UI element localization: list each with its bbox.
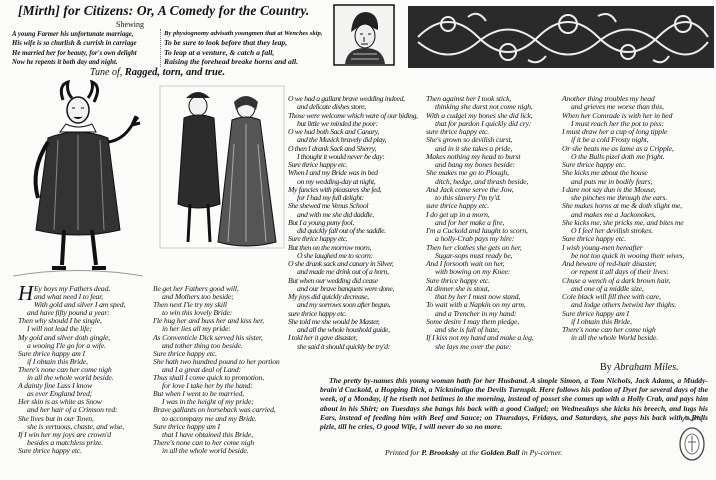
verse-line: and all the whole houshold guide, [297, 325, 390, 334]
verse-line: that by her I must now stand, [435, 292, 521, 301]
verse-line: Sure thrice happy am I [562, 308, 629, 318]
verse-line: I do get up in a morn, [426, 209, 490, 219]
tune-name: Ragged, torn, and true. [124, 67, 226, 78]
verse-line: As Conventicle Dick served his sister, [153, 332, 263, 342]
verse-line: There's none can her come nigh [18, 364, 112, 374]
ballad-column-5 [562, 95, 684, 343]
verse-line: Some desire I may them pledge, [426, 316, 519, 326]
tune-prefix: Tune of, [90, 67, 123, 78]
verse-line: and made me drink out of a horn, [297, 267, 389, 277]
verse-line: Cole black will fill thee with care, [562, 292, 661, 301]
verse-line: She's grown so devilish curst, [426, 135, 513, 145]
verse-line: Brave gallants on horseback was carried, [153, 405, 276, 415]
verse-line: Sure thrice happy am I [18, 348, 85, 358]
verse-line: that for pardon I quickly did cry: [435, 118, 532, 128]
verse-line: But I a young puny fool, [288, 217, 354, 227]
verse-line: in all the whole world beside. [162, 445, 249, 455]
verse-line: But when I went to be married, [153, 389, 244, 399]
woodcut-couple [158, 84, 286, 250]
refrain-line: sure thrice happy etc. [426, 201, 490, 211]
verse-line: thinking she durst not come nigh, [435, 102, 533, 112]
verse-line: My joys did quickly decrease, [288, 292, 369, 301]
verse-line: and tother thing too beside. [162, 340, 243, 350]
verse-line: if I obtain this Bride, [27, 356, 88, 366]
verse-line: She makes me go to Plough, [426, 168, 509, 178]
verse-line: My gold and silver doth gingle, [18, 332, 110, 342]
verse-line: With a cudgel my bones she did lick, [426, 110, 533, 120]
woodcut-portrait [333, 4, 395, 66]
verse-line: in all the whole World beside. [571, 333, 659, 343]
verse-line: and Mothers too beside; [162, 292, 234, 302]
imprint-printer: P. Brooksby [421, 448, 460, 457]
verse-line: She kicks me about the house [562, 168, 648, 178]
verse-line: if it be a cold Frosty night, [571, 135, 649, 145]
verse-line: and delicate dishes store, [297, 102, 366, 112]
verse-line: and I a great deal of Land: [162, 364, 241, 374]
verse-line: and lodge others betwixt her thighs. [571, 300, 677, 310]
verse-line: Then against her I took stick, [426, 94, 512, 103]
argument-line: Now he repents it both day and night. [12, 57, 118, 67]
imprint [385, 448, 562, 457]
refrain-line: Sure thrice happy etc. [288, 234, 348, 244]
author-prefix: By [600, 362, 612, 373]
verse-line: If I win her my joys are crown'd [18, 429, 111, 439]
verse-line: She lives but in our Town, [18, 413, 94, 423]
verse-line: Those were welcome which ware of our biding, [288, 110, 418, 120]
verse-line: And beware of red-hair disaster, [562, 259, 657, 268]
verse-line: to this slavery I'm ty'd. [435, 193, 501, 202]
verse-line: did quickly fall out of the saddle. [297, 226, 386, 235]
verse-line: O we had both Sack and Canary, [288, 127, 379, 136]
verse-line: and she is full of hate, [435, 325, 500, 334]
imprint-prefix: Printed for [385, 448, 420, 457]
verse-line: I must draw her a cup of long tipple [562, 127, 668, 136]
prose-paragraph: The pretty by-names this young woman hath for her Husband. A simple Simon, a Tom Nichols, Jack Adams, a Muddy-brain'd Cuckold, a Hopping Dick, a Nicknindigo the Devils Turnspit. Here follows his potion of Dyet for several days of the week, of a Monday, if he riseth not betimes in the morning, instead of posset she comes up with a Holly Crab, and pays him about in his Shirt; on Tuesdays she bangs his back with a good Cudgel; on Wednesdays she kicks his breech, and lugs his Ears, instead of feeding him with Beef and Sauce; on Thursdays, Fridays, and Saturdays, she pays his back with a Bulls pizle, till he cries, O good Wife, I will never do so no more. [320, 376, 708, 432]
verse-line: At dinner she is stout, [426, 283, 490, 293]
verse-line: O then I drank Sack and Sherry, [288, 143, 376, 153]
verse-line: for I had my full delight: [297, 193, 364, 202]
verse-line: and in it she takes a pride, [435, 143, 513, 153]
verse-line: Makes nothing my head to burst [426, 151, 521, 161]
argument-line: His wife is so churlish & currish in carriage [12, 38, 137, 48]
verse-line: and makes me a Jackonokes, [571, 209, 656, 219]
verse-line: Or she beats me as lame as a Cripple, [562, 143, 674, 153]
verse-line: to accompany me and my Bride. [162, 413, 257, 423]
verse-text: Ey boys my Fathers dead, [34, 284, 111, 293]
verse-line: if I obtain this Bride, [571, 316, 632, 326]
argument-line: By physiognomy advisath youngmen that at Wenches skip, [164, 30, 323, 37]
verse-line: that I have obtained this Bride, [162, 429, 253, 439]
verse-line: she pinches me through the ears. [571, 193, 668, 202]
drop-cap: H [18, 281, 34, 305]
verse-line: I must reach her the pot to piss: [571, 118, 664, 128]
argument-line: To be sure to look before that they leap, [164, 38, 288, 48]
ballad-column-2 [153, 285, 280, 455]
verse-line: she said it should quickly be try'd: [297, 341, 390, 351]
refrain-line: sure thrice happy etc. [288, 308, 347, 318]
verse-line: I'le hug her and buss her and kiss her, [153, 316, 264, 326]
verse-line: and grieves me worse than this, [571, 102, 664, 112]
verse-line: Another thing troubles my head [562, 94, 655, 103]
imprint-middle: at the [461, 448, 479, 457]
ballad-column-1 [18, 281, 126, 455]
verse-line: And Jack come serve the Jow, [426, 184, 514, 194]
verse-line: O we had a gallant brave wedding indeed, [288, 94, 405, 103]
verse-line: She told me she would be Master, [288, 316, 380, 326]
verse-line: and with me she did daddle, [297, 209, 374, 219]
verse-line: Then why should I be single, [18, 316, 102, 326]
imprint-suffix: in Py-corner. [521, 448, 563, 457]
ballad-column-3 [288, 95, 418, 351]
verse-line: and a Trencher in my hand: [435, 308, 517, 318]
verse-line: With gold and silver I am sped, [34, 300, 126, 310]
verse-line: When I and my Bride was in bed [288, 168, 378, 178]
verse-line: Then her clothes she gets on her, [426, 242, 522, 252]
refrain-line: Sure thrice happy etc. [153, 348, 217, 358]
author-line [600, 362, 679, 373]
imprint-sign: Golden Ball [480, 448, 520, 457]
argument-line: A young Farmer his unfortunate marriage, [12, 29, 134, 38]
verse-line: and bang my bones beside: [435, 160, 515, 169]
floral-ornament [408, 2, 714, 72]
verse-line: to win this lovely Bride: [162, 308, 233, 318]
verse-line: She hath two hundred pound to her portion [153, 356, 280, 366]
verse-line: in all the whole world beside. [27, 373, 114, 383]
verse-line: I will not lead the life; [27, 324, 92, 334]
verse-line: and puts me in bodily fears, [571, 176, 653, 186]
verse-line: Sure thrice happy am I [153, 421, 220, 431]
verse-line: and what need I to fear, [34, 292, 104, 302]
verse-line: But then on the morrow morn, [288, 242, 372, 252]
verse-line: I wish young-men hereafter [562, 242, 643, 252]
verse-line: and our brave banquets were done, [297, 283, 395, 293]
verse-line: There's none can her come nigh [562, 325, 656, 334]
verse-line: My fancies with pleasures she fed, [288, 184, 382, 194]
library-stamp [676, 412, 708, 464]
verse-line: and have fifty pound a year: [27, 308, 110, 318]
verse-line: She shewed me Venus School [288, 201, 369, 211]
verse-line: Then next I'le try my skill [153, 300, 227, 310]
ballad-title: [Mirth] for Citizens: Or, A Comedy for the Country. [18, 3, 310, 18]
argument-line: Raising the forehead breake horns and all. [164, 57, 298, 67]
verse-line: be not too quick in wooing their wives, [571, 250, 685, 260]
verse-line: besides a matchless prize. [27, 437, 103, 447]
refrain-line: Sure thrice happy etc. [18, 445, 82, 455]
woodcut-horned-man [8, 80, 148, 280]
verse-line: and the Musick bravely did play, [297, 135, 387, 145]
ballad-column-4 [426, 95, 534, 351]
argument-left [12, 29, 137, 67]
verse-line: A dainty fine Lass I know [18, 381, 93, 391]
verse-line: in her lies all my pride: [162, 324, 231, 334]
verse-line: but little we minded the poor: [297, 118, 378, 128]
verse-line: If I kiss not my hand and make a leg, [426, 333, 534, 343]
verse-line: She makes horns at me & doth slight me, [562, 201, 682, 211]
verse-line: and my sorrows soon after begun, [297, 300, 391, 310]
verse-line: O she drank sack and canary in Silver, [288, 259, 394, 268]
verse-line: and her hair of a Crimson red: [27, 405, 118, 415]
verse-line: I told her it gave disaster, [288, 333, 357, 343]
verse-line: Her skin is as white as Snow [18, 397, 102, 407]
verse-line: I'm a Cuckold and laught to scorn, [426, 226, 528, 235]
verse-line: she is vertuous, chaste, and wise, [27, 421, 124, 431]
refrain-line: Sure thrice happy etc. [562, 160, 626, 169]
verse-line: When her Comrade is with her in bed [562, 110, 673, 120]
verse-line: O she laughed me to scorn: [297, 250, 373, 260]
refrain-line: Sure thrice happy etc. [562, 234, 626, 244]
verse-line: and for her make a fire, [435, 217, 505, 227]
refrain-line: Sure thrice happy etc. [288, 160, 348, 169]
verse-line: as ever England bred; [27, 389, 93, 399]
argument-line: He married her for beauty, for's own delight [12, 47, 137, 57]
verse-line: I dare not say dun is the Mouse, [562, 184, 656, 194]
verse-line: Chuse a wench of a dark brown hair, [562, 275, 671, 285]
verse-line: Thus shall I come quick to promotion, [153, 373, 264, 383]
verse-line: But when our wedding did cease [288, 275, 378, 285]
verse-line: And I forsooth wait on her, [426, 259, 505, 268]
verse-line: O the Bulls pizel doth me fright. [571, 151, 665, 161]
verse-line: for love I take her by the hand: [162, 381, 253, 391]
argument-right [160, 29, 322, 67]
verse-line: a wooing I'le go for a wife. [27, 340, 106, 350]
verse-line: and one of a middle size, [571, 283, 644, 293]
verse-line: Sugar-sops must ready be, [435, 250, 513, 260]
refrain-line: sure thrice happy etc. [426, 127, 490, 136]
verse-line: I thought it would never be day: [297, 151, 385, 161]
verse-line: She kicks me, she pricks me, and bites me [562, 217, 684, 227]
verse-line: she lays me over the pate: [435, 341, 512, 351]
verse-line: a holly-Crab pays my hire: [435, 234, 515, 244]
verse-line: I was in the height of my pride; [162, 397, 254, 407]
verse-line: with bowing on my Knee: [435, 267, 511, 277]
verse-line: O I feel her devilish strokes. [571, 226, 653, 235]
argument-line: To leap at a venture, & catch a fall, [164, 47, 275, 57]
verse-line: or repent it all days of their lives: [571, 267, 669, 277]
verse-line: There's none can to her come nigh [153, 437, 255, 447]
verse-line: ditch, hedge, and thrash beside, [435, 176, 529, 186]
refrain-line: Sure thrice happy etc. [426, 275, 490, 285]
shewing-label: Shewing [116, 20, 144, 29]
verse-line: Ile get her Fathers good will, [153, 284, 239, 293]
tune-line [90, 67, 225, 79]
author-name: Abraham Miles. [614, 362, 679, 373]
verse-line: To wait with a Napkin on my arm, [426, 300, 526, 310]
verse-line: on my wedding-day at night, [297, 176, 376, 186]
